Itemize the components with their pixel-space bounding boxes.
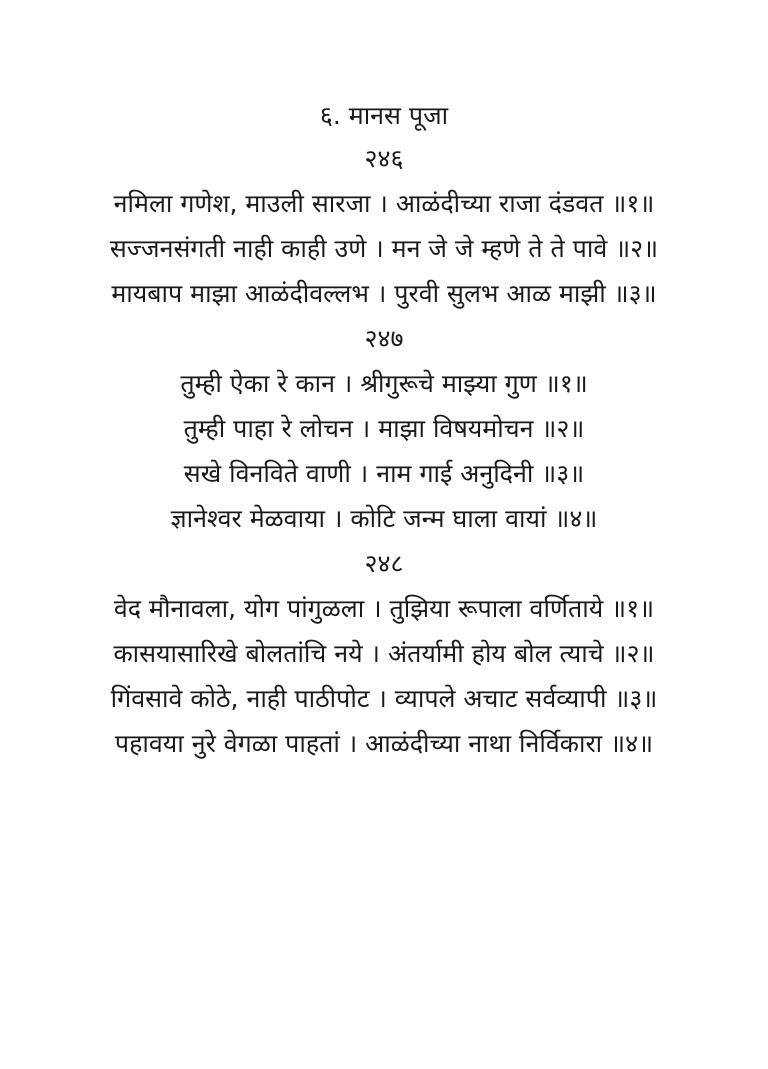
section-number: २४६: [364, 144, 404, 173]
section-248: [0, 541, 768, 766]
verse-line: वेद मौनावला, योग पांगुळला । तुझिया रूपाला वर्णिताये ॥१॥: [113, 594, 655, 623]
verse-line: नमिला गणेश, माउली सारजा । आळंदीच्या राजा दंडवत ॥१॥: [113, 189, 655, 218]
verse-line: ज्ञानेश्वर मेळवाया । कोटि जन्म घाला वायां ॥४॥: [170, 504, 598, 533]
section-number: २४८: [364, 549, 404, 578]
verse-line: सज्जनसंगती नाही काही उणे । मन जे जे म्हणे ते ते पावे ॥२॥: [109, 234, 659, 263]
verse-line: पहावया नुरे वेगळा पाहतां । आळंदीच्या नाथा निर्विकारा ॥४॥: [114, 729, 654, 758]
document-page: [0, 96, 768, 766]
verse-line: सखे विनविते वाणी । नाम गाई अनुदिनी ॥३॥: [183, 459, 585, 488]
verse-line: गिंवसावे कोठे, नाही पाठीपोट । व्यापले अचाट सर्वव्यापी ॥३॥: [110, 684, 658, 713]
verse-line: मायबाप माझा आळंदीवल्लभ । पुरवी सुलभ आळ माझी ॥३॥: [111, 279, 657, 308]
verse-line: कासयासारिखे बोलतांचि नये । अंतर्यामी होय बोल त्याचे ॥२॥: [113, 639, 655, 668]
verse-line: तुम्ही ऐका रे कान । श्रीगुरूचे माझ्या गुण ॥१॥: [180, 369, 588, 398]
section-number: २४७: [364, 324, 404, 353]
section-247: [0, 316, 768, 541]
verse-line: तुम्ही पाहा रे लोचन । माझा विषयमोचन ॥२॥: [183, 414, 585, 443]
section-246: [0, 136, 768, 316]
chapter-title: ६. मानस पूजा: [319, 101, 449, 130]
